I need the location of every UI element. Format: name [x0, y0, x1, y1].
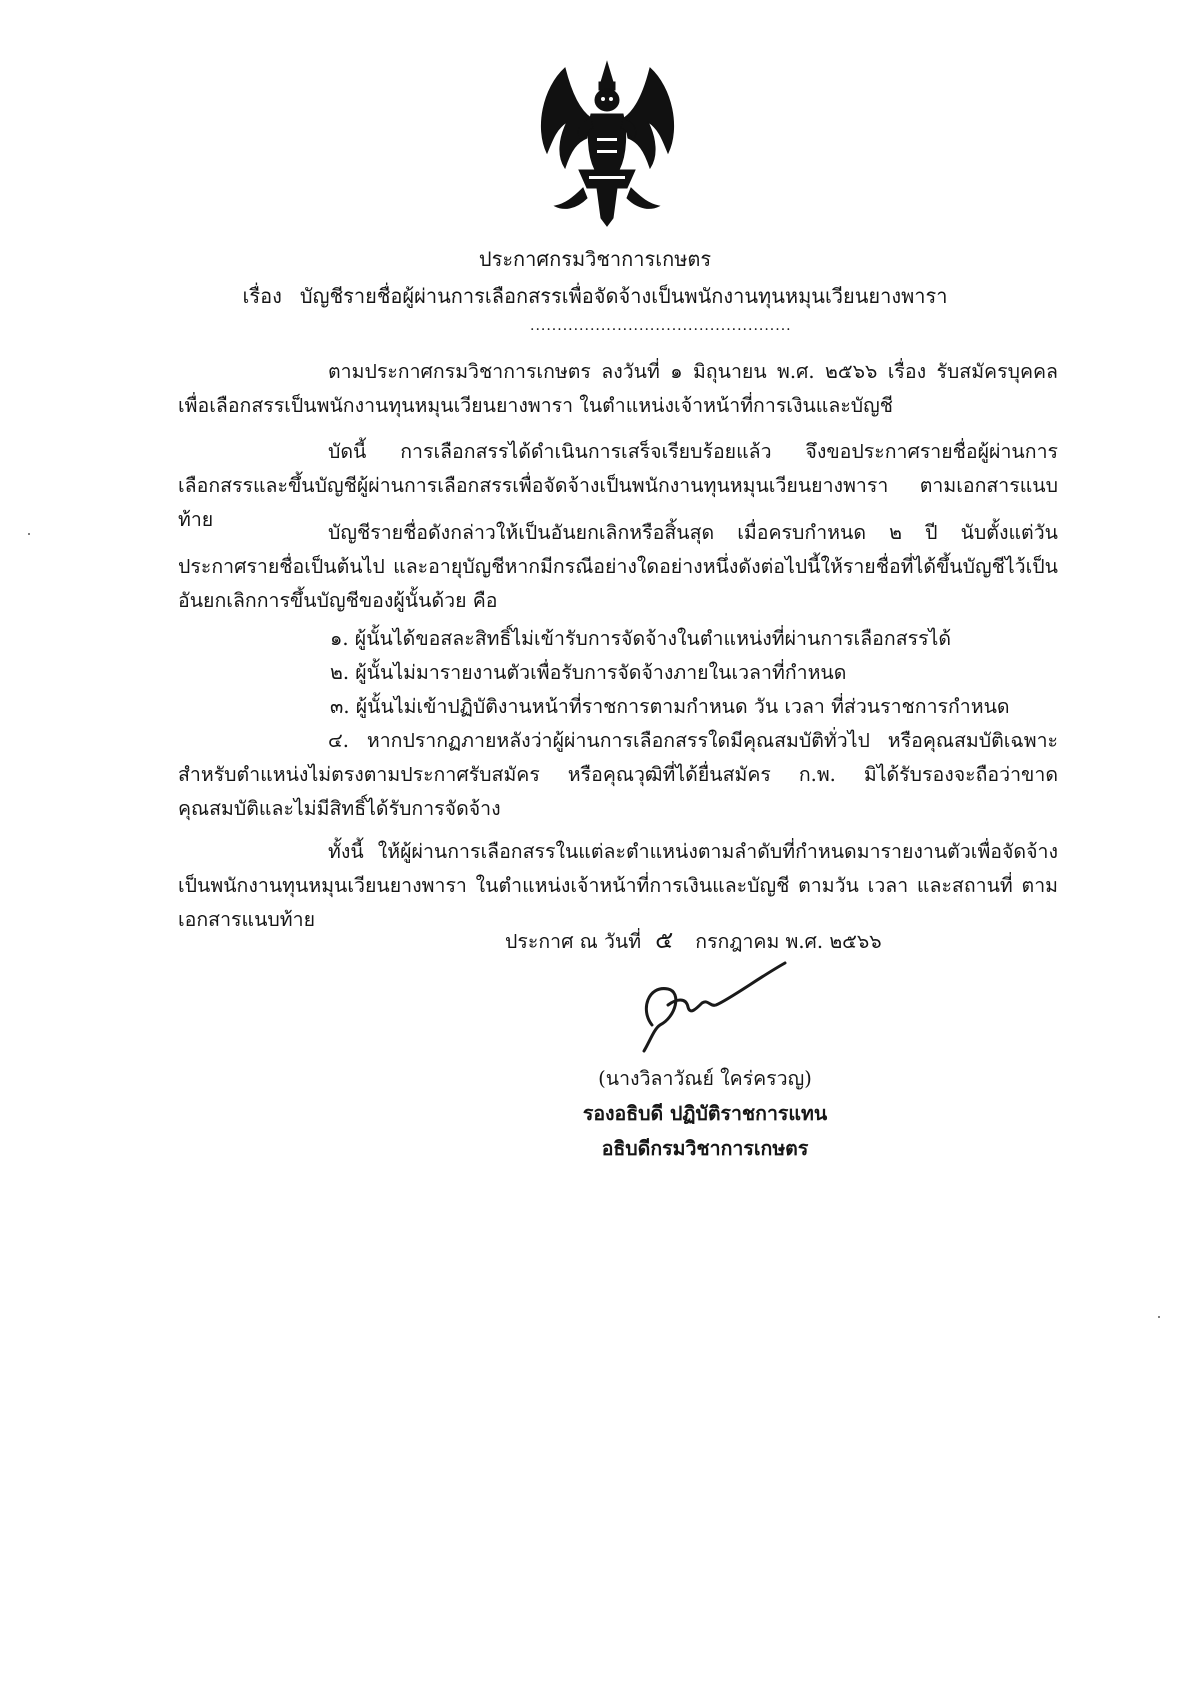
subject-label: เรื่อง — [242, 284, 282, 308]
condition-item-3: ๓. ผู้นั้นไม่เข้าปฏิบัติงานหน้าที่ราชการตามกำหนด วัน เวลา ที่ส่วนราชการกำหนด — [330, 695, 1010, 718]
title-divider: ................................................ — [530, 318, 792, 334]
condition-item-1: ๑. ผู้นั้นได้ขอสละสิทธิ์ไม่เข้ารับการจัดจ้างในตำแหน่งที่ผ่านการเลือกสรรได้ — [330, 627, 952, 650]
date-day: ๕ — [655, 926, 674, 954]
paragraph-reference: ตามประกาศกรมวิชาการเกษตร ลงวันที่ ๑ มิถุนายน พ.ศ. ๒๕๖๖ เรื่อง รับสมัครบุคคลเพื่อเลือกสรรเป็นพนักงานทุนหมุนเวียนยางพารา ในตำแหน่งเจ้าหน้าที่การเงินและบัญชี — [178, 360, 1058, 417]
announcement-subject — [0, 280, 1190, 312]
paragraph-reporting: ทั้งนี้ ให้ผู้ผ่านการเลือกสรรในแต่ละตำแหน่งตามลำดับที่กำหนดมารายงานตัวเพื่อจัดจ้างเป็นพนักงานทุนหมุนเวียนยางพารา ในตำแหน่งเจ้าหน้าที่การเงินและบัญชี ตามวัน เวลา และสถานที่ ตามเอกสารแนบท้าย — [178, 840, 1058, 931]
announcement-date — [505, 920, 890, 959]
signatory-position-2: อธิบดีกรมวิชาการเกษตร — [601, 1137, 809, 1160]
condition-item-2: ๒. ผู้นั้นไม่มารายงานตัวเพื่อรับการจัดจ้างภายในเวลาที่กำหนด — [330, 661, 847, 684]
scan-speck — [1158, 1316, 1160, 1318]
paragraph-list-validity: บัญชีรายชื่อดังกล่าวให้เป็นอันยกเลิกหรือสิ้นสุด เมื่อครบกำหนด ๒ ปี นับตั้งแต่วันประกาศรายชื่อเป็นต้นไป และอายุบัญชีหากมีกรณีอย่างใดอย่างหนึ่งดังต่อไปนี้ให้รายชื่อที่ได้ขึ้นบัญชีไว้เป็นอันยกเลิกการขึ้นบัญชีของผู้นั้นด้วย คือ — [178, 521, 1058, 612]
date-month-year: กรกฎาคม พ.ศ. ๒๕๖๖ — [695, 930, 882, 953]
date-prefix: ประกาศ ณ วันที่ — [505, 930, 642, 953]
garuda-emblem-icon — [535, 58, 680, 228]
handwritten-signature — [630, 955, 790, 1055]
signatory-name: (นางวิลาวัณย์ ใคร่ครวญ) — [598, 1067, 812, 1090]
scan-speck — [28, 533, 30, 535]
signatory-position-1: รองอธิบดี ปฏิบัติราชการแทน — [582, 1102, 828, 1125]
paragraph-announcement: บัดนี้ การเลือกสรรได้ดำเนินการเสร็จเรียบร้อยแล้ว จึงขอประกาศรายชื่อผู้ผ่านการเลือกสรรและขึ้นบัญชีผู้ผ่านการเลือกสรรเพื่อจัดจ้างเป็นพนักงานทุนหมุนเวียนยางพารา ตามเอกสารแนบท้าย — [178, 440, 1058, 531]
condition-item-4: ๔. หากปรากฏภายหลังว่าผู้ผ่านการเลือกสรรใดมีคุณสมบัติทั่วไป หรือคุณสมบัติเฉพาะสำหรับตำแหน่งไม่ตรงตามประกาศรับสมัคร หรือคุณวุฒิที่ได้ยื่นสมัคร ก.พ. มิได้รับรองจะถือว่าขาดคุณสมบัติและไม่มีสิทธิ์ได้รับการจัดจ้าง — [178, 729, 1058, 820]
subject-text: บัญชีรายชื่อผู้ผ่านการเลือกสรรเพื่อจัดจ้างเป็นพนักงานทุนหมุนเวียนยางพารา — [299, 284, 948, 308]
announcement-title: ประกาศกรมวิชาการเกษตร — [478, 247, 712, 271]
